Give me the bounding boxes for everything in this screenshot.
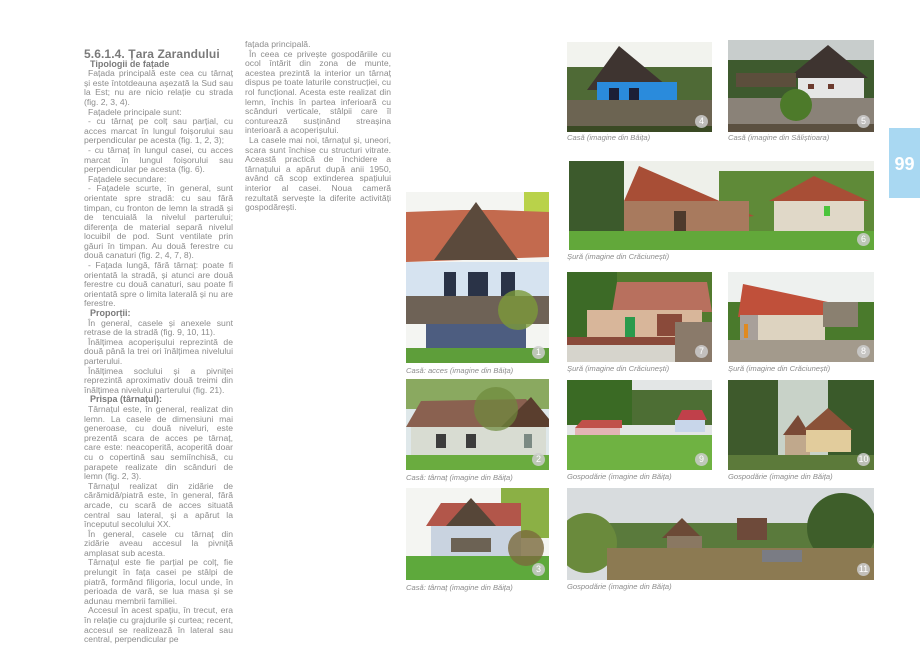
paragraph: Târnațul realizat din zidărie de cărămidă/piatră este, în general, fără arcade, cu scară de acces situată central sau lateral, și a apărut la începutul secolului XX. bbox=[84, 480, 233, 530]
photo-figure-8 bbox=[728, 272, 874, 362]
paragraph: În ceea ce privește gospodăriile cu ocol întărit din zona de munte, acestea prezintă la interior un târnaț dispus pe toate laturile construcției, cu rol funcțional. Acesta este realizat din lemn, închis în partea inferioară cu scânduri verticale, stâlpii care îl conturează susținând streașina interioară a acoperișului. bbox=[245, 48, 391, 136]
page-number: 99 bbox=[894, 154, 915, 174]
paragraph: La casele mai noi, târnațul și, uneori, scara sunt închise cu structuri vitrate. Această practică de închidere a târnațului a apărut după anii 1950, având că scop extinderea spațiului interior al casei. Noua cameră rezultată servește la diferite activități gospodărești. bbox=[245, 134, 391, 213]
paragraph: Accesul în acest spațiu, în trecut, era în relație cu grajdurile și curtea; recent, accesul se realizează în lateral sau central, perpendicular pe bbox=[84, 605, 233, 645]
paragraph: Înălțimea soclului și a pivniței reprezintă aproximativ două treimi din înălțimea nivelului parterului (fig. 21). bbox=[84, 365, 233, 395]
subheading: Tipologii de fațade bbox=[90, 58, 170, 69]
photo-figure-6 bbox=[569, 161, 874, 250]
paragraph: - Fațada lungă, fără târnaț: poate fi orientată la stradă, și atunci are două ferestre cu două canaturi, sau poate fi orientată spre o limita laterală și nu are ferestre. bbox=[84, 260, 233, 309]
paragraph: În general, casele cu târnaț din zidărie aveau accesul la pivniță amplasat sub acesta. bbox=[84, 528, 233, 558]
paragraph: Târnațul este fie parțial pe colț, fie prelungit în fața casei pe stâlpi de piatră, formând filigoria, locul unde, în perioada de vară, se lua masa și se adunau membrii familiei. bbox=[84, 557, 233, 606]
text-column-2 bbox=[245, 40, 391, 213]
photo-figure-3 bbox=[406, 488, 549, 580]
figure-number-badge: 3 bbox=[532, 563, 545, 576]
paragraph: Fațadele secundare: bbox=[88, 173, 167, 184]
figure-caption: Șură (imagine din Crăciunești) bbox=[567, 364, 670, 373]
photo-figure-1 bbox=[406, 192, 549, 363]
photo-figure-11 bbox=[567, 488, 874, 580]
figure-caption: Șură (imagine din Crăciunești) bbox=[728, 364, 831, 373]
photo-figure-2 bbox=[406, 379, 549, 470]
text-column-1 bbox=[84, 47, 233, 645]
paragraph: Fațadele principale sunt: bbox=[88, 106, 182, 117]
figure-number-badge: 7 bbox=[695, 345, 708, 358]
paragraph: - cu târnaț pe colț sau parțial, cu acces marcat în lungul foișorului sau perpendicular pe acesta (fig. 1, 2, 3); bbox=[84, 116, 233, 146]
paragraph: - Fațadele scurte, în general, sunt orientate spre stradă: cu sau fără timpan, cu fronton de lemn la stradă și de tencuială la nivelul parterului; diferența de material separă nivelul locuibil de pod. Sunt ventilate prin găuri în timpan. Au două ferestre cu două canaturi (fig. 2, 4, 7, 8). bbox=[84, 183, 233, 261]
figure-number-badge: 8 bbox=[857, 345, 870, 358]
photo-figure-4 bbox=[567, 42, 712, 132]
figure-caption: Casă: târnaț (imagine din Băița) bbox=[406, 473, 513, 482]
figure-caption: Gospodărie (imagine din Băița) bbox=[567, 472, 672, 481]
section-heading: 5.6.1.4. Țara Zarandului bbox=[84, 47, 220, 61]
figure-caption: Gospodărie (imagine din Băița) bbox=[728, 472, 833, 481]
figure-caption: Șură (imagine din Crăciunești) bbox=[567, 252, 670, 261]
paragraph: - cu târnaț în lungul casei, cu acces marcat în lungul foișorului sau perpendicular pe acesta (fig. 6). bbox=[84, 144, 233, 175]
paragraph: În general, casele și anexele sunt retrase de la stradă (fig. 9, 10, 11). bbox=[84, 317, 233, 338]
figure-number-badge: 4 bbox=[695, 115, 708, 128]
figure-caption: Casă: acces (imagine din Băița) bbox=[406, 366, 514, 375]
photo-figure-5 bbox=[728, 40, 874, 132]
page-number-tab bbox=[889, 128, 920, 198]
figure-number-badge: 10 bbox=[858, 454, 869, 464]
figure-number-badge: 5 bbox=[857, 115, 870, 128]
figure-number-badge: 2 bbox=[532, 453, 545, 466]
paragraph: Târnațul este, în general, realizat din lemn. La casele de dimensiuni mai generoase, cu două niveluri, este prezentă scara de acces pe târnaț, care este: neacoperită, acoperită doar cu o copertină sau semiînchisă, cu parapete realizate din scânduri de lemn (fig. 2, 3). bbox=[84, 403, 233, 482]
figure-caption: Casă: târnaț (imagine din Băița) bbox=[406, 583, 513, 592]
figure-number-badge: 9 bbox=[695, 453, 708, 466]
paragraph: Fațada principală este cea cu târnaț și este întotdeauna așezată la Sud sau la Est; nu are nicio relație cu strada (fig. 2, 3, 4). bbox=[84, 68, 233, 107]
photo-figure-9 bbox=[567, 380, 712, 470]
figure-number-badge: 1 bbox=[532, 346, 545, 359]
paragraph: Înălțimea acoperișului reprezintă de două până la trei ori înălțimea nivelului parterului. bbox=[84, 336, 233, 366]
subheading: Prispa (târnațul): bbox=[90, 394, 163, 405]
figure-number-badge: 11 bbox=[858, 564, 869, 574]
photo-figure-10 bbox=[728, 380, 874, 470]
paragraph: fațada principală. bbox=[245, 39, 311, 49]
figure-caption: Casă (imagine din Săliștioara) bbox=[728, 133, 830, 142]
photo-figure-7 bbox=[567, 272, 712, 362]
subheading: Proporții: bbox=[90, 308, 131, 319]
figure-caption: Gospodărie (imagine din Băița) bbox=[567, 582, 672, 591]
figure-number-badge: 6 bbox=[857, 233, 870, 246]
figure-caption: Casă (imagine din Băița) bbox=[567, 133, 651, 142]
